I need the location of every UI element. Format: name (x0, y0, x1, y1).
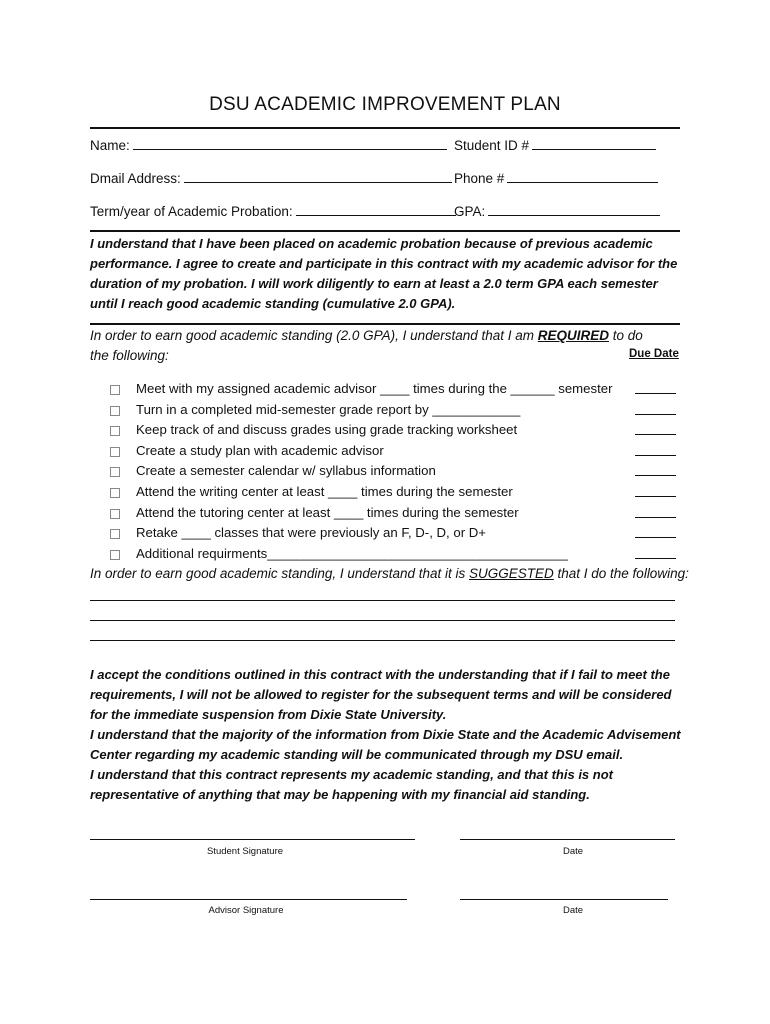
due-date-line[interactable] (635, 414, 676, 415)
due-date-line[interactable] (635, 537, 676, 538)
dmail-label: Dmail Address: (90, 171, 181, 186)
name-line[interactable] (133, 137, 447, 150)
requirement-text: Additional requirments_________________________________________ (136, 545, 568, 561)
checkbox[interactable] (110, 488, 120, 498)
term-label: Term/year of Academic Probation: (90, 204, 293, 219)
term-field[interactable] (90, 203, 456, 219)
requirement-text: Retake ____ classes that were previously an F, D-, D, or D+ (136, 525, 486, 541)
checkbox[interactable] (110, 467, 120, 477)
student-signature-line[interactable] (90, 839, 415, 840)
student-date-line[interactable] (460, 839, 675, 840)
requirement-text: Keep track of and discuss grades using grade tracking worksheet (136, 422, 518, 438)
advisor-date-label: Date (562, 905, 584, 916)
requirement-item[interactable] (110, 544, 680, 565)
required-before: In order to earn good academic standing (2.0 GPA), I understand that I am (90, 328, 538, 343)
student-id-field[interactable] (454, 137, 656, 153)
suggested-before: In order to earn good academic standing, I understand that it is (90, 566, 469, 581)
requirement-item[interactable] (110, 441, 680, 462)
requirement-item[interactable] (110, 482, 680, 503)
required-emphasis: REQUIRED (537, 328, 610, 343)
requirement-item[interactable] (110, 400, 680, 421)
requirement-item[interactable] (110, 379, 680, 400)
requirement-text: Turn in a completed mid-semester grade report by ____________ (136, 401, 521, 417)
requirement-item[interactable] (110, 420, 680, 441)
due-date-line[interactable] (635, 393, 676, 394)
suggested-intro (90, 566, 689, 581)
checkbox[interactable] (110, 385, 120, 395)
name-label: Name: (90, 138, 130, 153)
required-after: to do the following: (90, 328, 643, 363)
checkbox[interactable] (110, 426, 120, 436)
requirement-text: Create a study plan with academic advisor (136, 442, 384, 458)
requirement-text: Attend the tutoring center at least ____ times during the semester (136, 504, 519, 520)
suggested-after: that I do the following: (553, 566, 689, 581)
form-title: DSU ACADEMIC IMPROVEMENT PLAN (209, 94, 561, 115)
name-field[interactable] (90, 137, 447, 153)
advisor-signature-label: Advisor Signature (208, 905, 284, 916)
due-date-line[interactable] (635, 496, 676, 497)
checkbox[interactable] (110, 550, 120, 560)
probation-statement: I understand that I have been placed on academic probation because of previous academic performance. I agree to create and participate in this contract with my academic advisor for the duration of my probation. I will work diligently to earn at least a 2.0 term GPA each semester until I reach good academic standing (cumulative 2.0 GPA). (90, 236, 678, 311)
requirement-item[interactable] (110, 503, 680, 524)
due-date-line[interactable] (635, 434, 676, 435)
required-intro (90, 326, 650, 366)
dmail-field[interactable] (90, 170, 452, 186)
suggested-line[interactable] (90, 600, 675, 601)
checkbox[interactable] (110, 529, 120, 539)
advisor-signature-line[interactable] (90, 899, 407, 900)
suggested-emphasis: SUGGESTED (468, 566, 554, 581)
fields-divider (90, 230, 680, 232)
due-date-line[interactable] (635, 558, 676, 559)
checkbox[interactable] (110, 509, 120, 519)
due-date-header: Due Date (629, 348, 679, 360)
requirements-list (110, 379, 680, 564)
acceptance-paragraph: I understand that the majority of the information from Dixie State and the Academic Advisement Center regarding my academic standing will be communicated through my DSU email. (90, 727, 681, 762)
requirement-item[interactable] (110, 461, 680, 482)
suggested-line[interactable] (90, 620, 675, 621)
gpa-label: GPA: (454, 204, 486, 219)
requirement-item[interactable] (110, 523, 680, 544)
phone-field[interactable] (454, 170, 658, 186)
requirement-text: Create a semester calendar w/ syllabus information (136, 463, 436, 479)
advisor-date-line[interactable] (460, 899, 668, 900)
checkbox[interactable] (110, 447, 120, 457)
gpa-line[interactable] (488, 203, 660, 216)
student-id-label: Student ID # (454, 138, 530, 153)
phone-line[interactable] (507, 170, 658, 183)
student-id-line[interactable] (532, 137, 656, 150)
phone-label: Phone # (454, 171, 505, 186)
acceptance-statement (90, 665, 690, 805)
suggested-line[interactable] (90, 640, 675, 641)
due-date-line[interactable] (635, 517, 676, 518)
statement-divider (90, 323, 680, 325)
gpa-field[interactable] (454, 203, 660, 219)
acceptance-paragraph: I accept the conditions outlined in this contract with the understanding that if I fail to meet the requirements, I will not be allowed to register for the subsequent terms and will be considered for the immediate suspension from Dixie State University. (90, 667, 672, 722)
checkbox[interactable] (110, 406, 120, 416)
dmail-line[interactable] (184, 170, 452, 183)
due-date-line[interactable] (635, 455, 676, 456)
term-line[interactable] (296, 203, 456, 216)
student-signature-label: Student Signature (206, 846, 284, 857)
requirement-text: Meet with my assigned academic advisor ____ times during the ______ semester (136, 381, 613, 396)
acceptance-paragraph: I understand that this contract represents my academic standing, and that this is not representative of anything that may be happening with my financial aid standing. (90, 767, 613, 802)
due-date-line[interactable] (635, 475, 676, 476)
requirement-text: Attend the writing center at least ____ times during the semester (136, 483, 513, 499)
title-divider (90, 127, 680, 129)
student-date-label: Date (562, 846, 584, 857)
